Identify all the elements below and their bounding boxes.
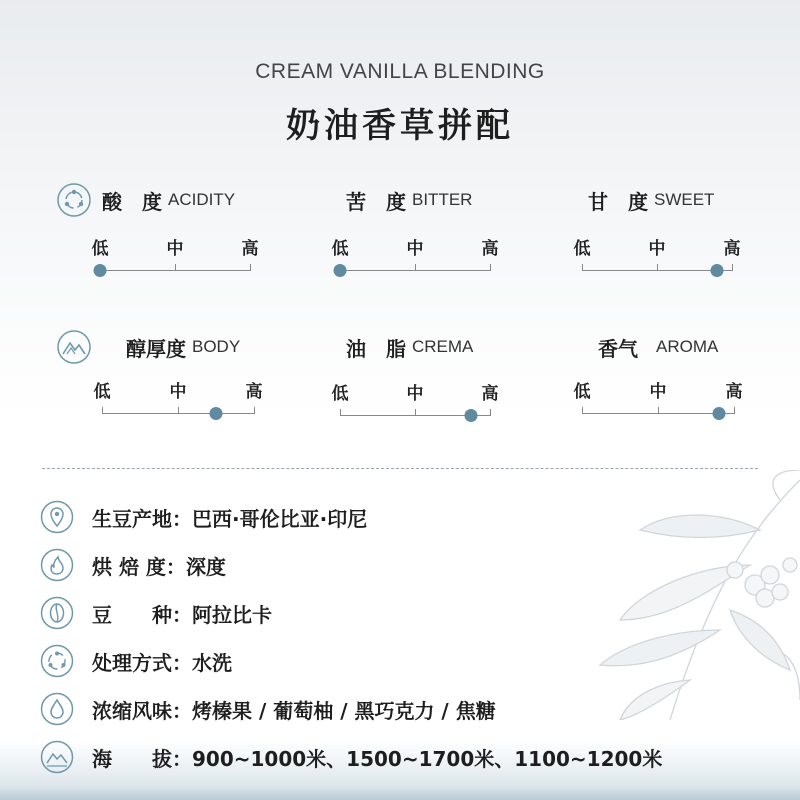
level-indicator-dot [712,407,725,420]
scale-tick [102,407,103,414]
info-row-roast [40,545,226,585]
metric-en-label: BITTER [412,190,473,209]
level-indicator-dot [711,264,724,277]
info-value: 巴西·哥伦比亚·印尼 [192,506,368,531]
scale-tick [415,409,416,416]
scale-label-mid: 中 [406,384,424,404]
scale-tick [582,264,583,271]
scale-tick [490,409,491,416]
level-scale [91,234,259,274]
scale-tick [254,407,255,414]
scale-label-high: 高 [725,382,743,402]
info-row-process [40,641,232,681]
level-indicator-dot [210,407,223,420]
scale-tick [582,407,583,414]
page-title: 奶油香草拼配 [286,106,514,146]
scale-label-low: 低 [93,382,111,402]
metric-en-label: ACIDITY [168,190,236,209]
info-row-origin [40,497,367,537]
metric-head [588,182,714,218]
flame-icon [40,548,74,582]
metric-en-label: CREMA [412,337,474,356]
dashed-divider [42,468,758,469]
info-row-variety [40,593,272,633]
metric-en-label: AROMA [656,337,719,356]
scale-tick [175,264,176,271]
acidity-cycle-icon [56,182,92,218]
scale-label-mid: 中 [169,382,187,402]
info-row-altitude [40,737,662,777]
metric-aroma [573,329,800,439]
metric-head [346,329,473,365]
location-pin-icon [40,500,74,534]
scale-tick [340,409,341,416]
metric-en-label: SWEET [654,190,715,209]
metric-en-label: BODY [192,337,241,356]
info-value: 阿拉比卡 [192,602,272,627]
scale-label-high: 高 [723,239,741,259]
info-label: 处理方式： [92,650,192,675]
scale-label-high: 高 [241,239,259,259]
metric-cn-label: 醇厚度 [126,336,186,361]
coffee-bean-icon [40,596,74,630]
level-scale [331,234,499,274]
scale-label-low: 低 [573,239,591,259]
level-scale [573,377,743,417]
info-value: 深度 [185,554,226,579]
info-label: 豆 种： [92,602,192,627]
metric-acidity [56,182,286,292]
metric-cn-label: 油 脂 [346,336,406,361]
metric-head [346,182,472,218]
level-indicator-dot [464,409,477,422]
level-scale [573,234,741,274]
scale-label-high: 高 [481,384,499,404]
info-value: 水洗 [192,650,232,675]
mountain-altitude-icon [40,740,74,774]
process-cycle-icon [40,644,74,678]
scale-tick [657,264,658,271]
scale-label-low: 低 [573,382,591,402]
level-scale [331,379,499,419]
scale-label-high: 高 [481,239,499,259]
metric-head [56,182,235,218]
scale-label-mid: 中 [406,239,424,259]
info-label: 浓缩风味： [92,698,192,723]
scale-label-mid: 中 [166,239,184,259]
scale-label-mid: 中 [649,382,667,402]
metric-cn-label: 苦 度 [346,189,406,214]
info-label: 海 拔： [92,746,192,771]
info-label: 烘 焙 度： [92,554,186,579]
scale-label-mid: 中 [648,239,666,259]
subtitle: CREAM VANILLA BLENDING [255,60,545,83]
level-indicator-dot [334,264,347,277]
metric-cn-label: 香气 [598,336,638,361]
metric-head [56,329,240,365]
scale-tick [732,264,733,271]
water-drop-icon [40,692,74,726]
metric-sweet [573,182,800,292]
metric-crema [331,329,570,439]
mountain-icon [56,329,92,365]
metric-cn-label: 甘 度 [588,189,648,214]
level-scale [93,377,263,417]
scale-tick [734,407,735,414]
coffee-branch-illustration [560,470,800,720]
metric-head [598,329,718,365]
scale-tick [658,407,659,414]
info-value: 900~1000米、1500~1700米、1100~1200米 [192,746,663,771]
info-label: 生豆产地： [92,506,192,531]
metric-cn-label: 酸 度 [102,189,162,214]
scale-label-low: 低 [331,384,349,404]
scale-label-low: 低 [331,239,349,259]
scale-label-low: 低 [91,239,109,259]
info-value: 烤榛果 / 葡萄柚 / 黑巧克力 / 焦糖 [192,698,496,723]
scale-tick [250,264,251,271]
metric-body [56,329,286,439]
scale-tick [178,407,179,414]
metric-bitter [331,182,570,292]
scale-tick [415,264,416,271]
scale-label-high: 高 [245,382,263,402]
scale-tick [490,264,491,271]
level-indicator-dot [94,264,107,277]
info-row-flavor [40,689,496,729]
